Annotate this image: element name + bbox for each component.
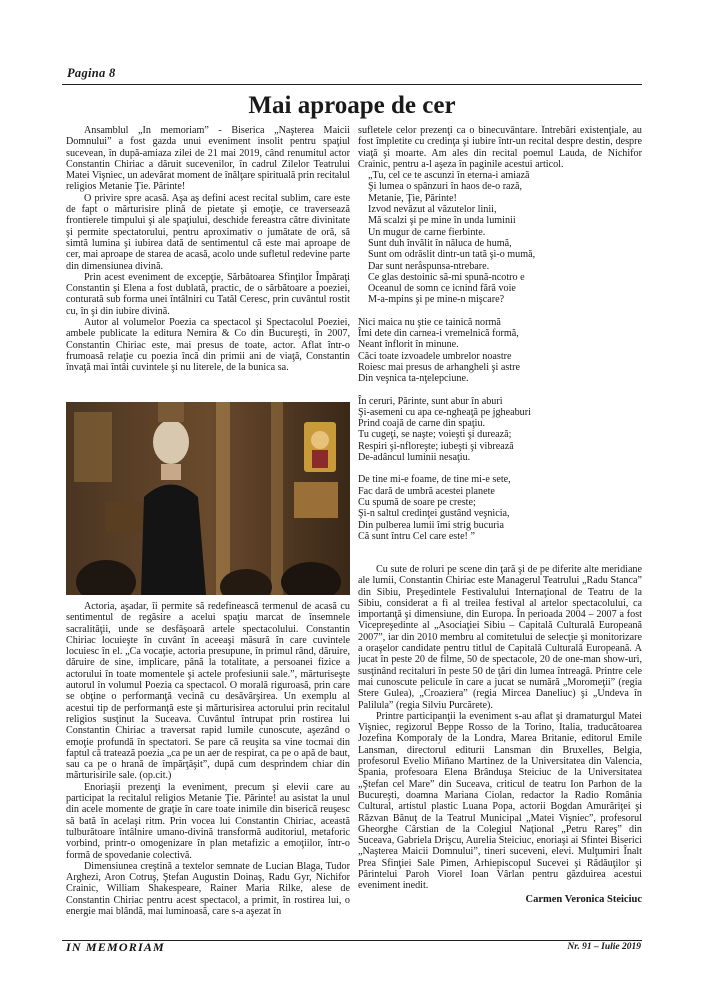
paragraph: Cu sute de roluri pe scene din ţară şi de pe diferite alte meridiane ale lumii, Constantin Chiriac este Managerul Teatrului „Radu Stanca” din Sibiu, Preşedintele Festivalului Internaţional de Teatru de la Sibiu, considerat a fi al treilea festival al artelor spectacolului, ca importanţă şi dimensiune, din Europa. În perioada 2004 – 2007 a fost Vicepreşedinte al „Asociaţiei Sibiu – Capitală Culturală Europeană 2007”, iar din 2010 membru al comitetului de selecţie şi monitorizare a oraşelor candidate pentru titlul de Capitală Culturală Europeană. A jucat în peste 20 de filme, 50 de spectacole, 20 de one-man show-uri, susţinând recitaluri în peste 50 de ţări din lumea întreagă. Printre cele mai cunoscute pelicule în care a jucat se numără „Moromeţii” (regia Stere Gulea), „Croaziera” (regia Mircea Daneliuc) şi „Undeva în Palilula” (regia Silviu Purcărete). [358,564,642,711]
page-number: Pagina 8 [67,66,116,80]
article-title: Mai aproape de cer [248,92,456,119]
poem-stanza: Nici maica nu ştie ce tainică normă Îmi dete din carnea-i vremelnică formă, Neant înflorit în minune. Căci toate izvoadele umbrelor noastre Roiesc mai presus de arhangheli şi astre Din veşnica ta-nţelepciune. [358,316,520,385]
author-signature: Carmen Veronica Steiciuc [525,893,642,905]
paragraph: O privire spre acasă. Aşa aş defini acest recital sublim, care este de fapt o mărturisire plină de pietate şi emoţie, ce traversează frontierele timpului şi ale spaţiului, deschide fereastra către divinitate şi permite spectatorului, pentru aproximativ o jumătate de oră, să simtă lumina şi iubirea dată de sentimentul că este mai aproape de cer, mai aproape de starea de acasă, acolo unde sufletul redevine parte din dimensiunea divină. [66,192,350,272]
right-column-top [358,125,642,557]
paragraph: Printre participanţii la eveniment s-au aflat şi dramaturgul Matei Vişniec, regizorul Beppe Rosso de la Torino, Italia, traducătoarea Jozefina Komporaly de la Londra, Marea Britanie, editorul Emile Lansman, directorul editurii Lansman din Bruxelles, Belgia, profesorul Evelio Miñano Martinez de la Universitatea din Valencia, Spania, profesoara Elena Brânduşa Steiciuc de la Universitatea „Ştefan cel Mare” din Suceava, criticul de teatru Ion Parhon de la Bucureşti, doamna Mariana Ciolan, redactor la Radio România Cultural, artistul plastic Luana Popa, actorii Bogdan Amurăriţei şi Răzvan Bănuţ de la Teatrul Municipal „Matei Vişniec”, profesorul Gheorghe Cârstian de la Colegiul Naţional „Petru Rareş” din Suceava, Gabriela Drişcu, Aurelia Steiciuc, enoriaşi ai Sfintei Biserici „Naşterea Maicii Domnului”, tineri suceveni, elevi. Mulţumiri Înalt Prea Sfinţiei Sale Pimen, Arhiepiscopul Sucevei şi Rădăuţilor şi Părintelui Paroh Viorel Ioan Vârlan pentru găzduirea acestui eveniment inedit. [358,710,642,892]
left-column-bottom [66,601,350,941]
issue-number: Nr. 91 – Iulie 2019 [567,942,641,952]
paragraph: Autor al volumelor Poezia ca spectacol şi Spectacolul Poeziei, ambele publicate la editura Nemira & Co din Bucureşti, în 2007, Constantin Chiriac este, mai presus de toate, actor. Aflat într-o frumoasă relaţie cu poezia încă din primii ani de viaţă, Constantin învaţă mai întâi cuvintele şi nu literele, de la bunica sa. [66,317,350,374]
actor-photo [66,402,350,595]
poem-stanza: În ceruri, Părinte, sunt abur în aburi Şi-asemeni cu apa ce-ngheaţă pe jgheaburi Prind coajă de carne din spaţiu. Tu cugeţi, se naşte; voieşti şi durează; Respiri şi-nfloreşte; iubeşti şi vibrează De-adâncul luminii nesaţiu. [358,395,531,464]
paragraph: Ansamblul „In memoriam” - Biserica „Naşterea Maicii Domnului” a fost gazda unui eveniment insolit pentru spaţiul sucevean, în după-amiaza zilei de 21 mai 2019, când renumitul actor Constantin Chiriac a dăruit sucevenilor, în cadrul Zilelor Teatrului Matei Vişniec, un adevărat moment de înălţare spirituală prin recitalul religios Metanie Ţie. Părinte! [66,125,350,193]
paragraph: Dimensiunea creştină a textelor semnate de Lucian Blaga, Tudor Arghezi, Aron Cotruş, Ştefan Augustin Doinaş, Radu Gyr, Nichifor Crainic, William Shakespeare, Rainer Maria Rilke, alese de Constantin Chiriac pentru acest spectacol, a primit, în rostirea lui, o energie mai blândă, mai luminoasă, care s-a aşezat în [66,860,350,918]
publication-name: IN MEMORIAM [66,940,165,954]
paragraph: Actoria, aşadar, îi permite să redefinească termenul de acasă cu sentimentul de regăsire a acelui spaţiu marcat de însemnele sacralităţii, unde se desfăşoară artele spectacolului. Constantin Chiriac locuieşte în cuvânt în aceeaşi măsură în care cuvintele locuiesc în el. „Ca vocaţie, actoria presupune, în primul rând, dăruire, dăruire de sine, implicare, până la totalitate, a persoanei fizice a actorului în toate momentele şi actele profesiunii sale.”, mărturiseşte autorul în volumul Poezia ca spectacol. O morală riguroasă, prin care se obţine o performanţă vecină cu desăvârşirea. Un exemplu al acestui tip de performanţă este şi mărturisirea actorului prin recitalul religios susţinut la Suceava. Cuvântul întrupat prin rostirea lui Constantin Chiriac a traversat rapid lumile cunoscute, aşezând o emoţie profundă în spectatori. Se pare că reuşita sa vine tocmai din faptul că tratează poezia „ca pe un aer de respirat, ca pe o apă de baut, sau ca pe o hrană de împărţăşit”, după cum desprindem chiar din mărturisirile sale. (op.cit.) [66,601,350,782]
paragraph: sufletele celor prezenţi ca o binecuvântare. Întrebări existenţiale, au fost împletite cu credinţa şi iubire într-un recital despre destin, despre viaţă şi moarte. Am ales din recital poemul Lauda, de Nichifor Crainic, pentru a-l aşeza în paginile acestui articol. [358,125,642,170]
left-column-top [66,125,350,400]
header-rule [62,84,642,85]
church-interior-image [66,402,350,595]
paragraph: Prin acest eveniment de excepţie, Sărbătoarea Sfinţilor Împăraţi Constantin şi Elena a fost dublată, practic, de o sărbătoare a poeziei, conturată sub forma unei întâlniri cu Tatăl Ceresc, prin cuvântul rostit cu, în şi din iubire divină. [66,271,350,317]
poem-stanza: „Tu, cel ce te ascunzi în eterna-i amiază Şi lumea o spânzuri în haos de-o rază, Metanie, Ţie, Părinte! Izvod nevăzut al văzutelor linii, Mă scalzi şi pe mine în unda luminii Un mugur de carne fierbinte. Sunt duh învălit în năluca de humă, Sunt om odrăslit dintr-un tată şi-o mumă, Dar sunt neråspunsa-ntrebare. Ce glas destoinic să-mi spună-ncotro e Oceanul de somn ce icnind fără voie M-a-mpins şi pe mine-n mişcare? [368,170,536,306]
poem-stanza: De tine mi-e foame, de tine mi-e sete, Fac dară de umbră acestei planete Cu spumă de soare pe creste; Şi-n saltul credinţei gustând veşnicia, Din pulberea lumii îmi strig bucuria Că sunt întru Cel care este! ” [358,474,511,542]
paragraph: Enoriaşii prezenţi la eveniment, precum şi elevii care au participat la recitalul religios Metanie Ţie. Părinte! au asistat la unul din acele momente de graţie în care toate inimile din biserică reuşesc să bată în acelaşi ritm. Prin vocea lui Constantin Chiriac, această tulburătoare întâlnire umano-divină transformă auditoriul, metaforic vorbind, printr-o omogenizare în plan metafizic a emoţiilor, într-o formă de spovedanie colectivă. [66,781,350,861]
right-column-bottom [358,564,642,946]
